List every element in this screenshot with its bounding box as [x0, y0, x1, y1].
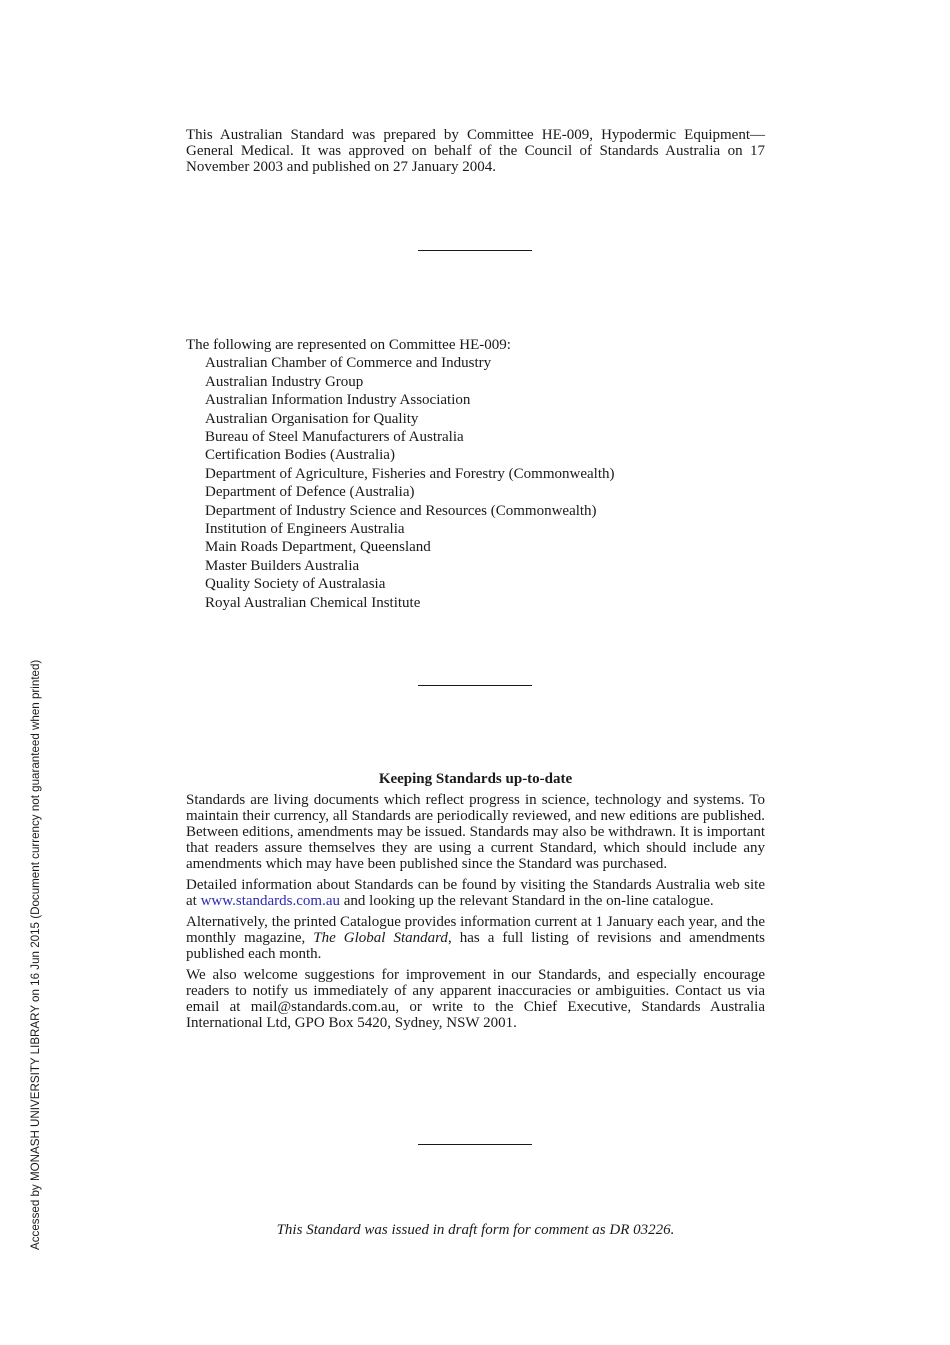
committee-member: Department of Agriculture, Fisheries and Forestry (Commonwealth) [205, 465, 615, 482]
committee-member: Bureau of Steel Manufacturers of Australia [205, 429, 464, 446]
committee-representation [186, 336, 765, 612]
separator-rule [418, 1144, 532, 1145]
paragraph-website-info [186, 877, 765, 909]
keeping-standards-section [186, 792, 765, 1036]
text-segment: Detailed information about Standards can be found by visiting the Standards Australia web site at [186, 877, 765, 909]
text-segment: Alternatively, the printed Catalogue provides information current at 1 January each year, and the monthly magazine, [186, 914, 765, 946]
committee-member: Australian Information Industry Association [205, 392, 471, 409]
magazine-title: The Global Standard [313, 930, 448, 946]
text-segment: and looking up the relevant Standard in the on-line catalogue. [340, 893, 714, 909]
committee-member: Main Roads Department, Queensland [205, 539, 431, 556]
approval-statement: This Australian Standard was prepared by Committee HE-009, Hypodermic Equipment—General Medical. It was approved on behalf of the Council of Standards Australia on 17 November 2003 and published on 27 January 2004. [186, 127, 765, 175]
committee-member: Department of Industry Science and Resources (Commonwealth) [205, 502, 597, 519]
committee-member: Certification Bodies (Australia) [205, 447, 395, 464]
committee-member-list [186, 354, 765, 612]
committee-member: Quality Society of Australasia [205, 576, 386, 593]
keeping-standards-heading: Keeping Standards up-to-date [378, 771, 573, 787]
standards-website-link[interactable]: www.standards.com.au [200, 893, 340, 909]
text-segment: , has a full listing of revisions and amendments published each month. [186, 930, 765, 962]
paragraph-catalogue [186, 914, 765, 962]
paragraph-contact: We also welcome suggestions for improvement in our Standards, and especially encourage readers to notify us immediately of any apparent inaccuracies or ambiguities. Contact us via email at mail@standards.com.au, or write to the Chief Executive, Standards Australia International Ltd, GPO Box 5420, Sydney, NSW 2001. [186, 967, 765, 1031]
draft-notice: This Standard was issued in draft form for comment as DR 03226. [276, 1222, 675, 1238]
committee-heading: The following are represented on Committee HE-009: [186, 337, 511, 353]
committee-member: Australian Organisation for Quality [205, 410, 419, 427]
committee-member: Master Builders Australia [205, 557, 360, 574]
separator-rule [418, 685, 532, 686]
paragraph-living-documents: Standards are living documents which reflect progress in science, technology and systems. To maintain their currency, all Standards are periodically reviewed, and new editions are published. Between editions, amendments may be issued. Standards may also be withdrawn. It is important that readers assure themselves they are using a current Standard, which should include any amendments which may have been published since the Standard was purchased. [186, 792, 765, 872]
committee-member: Institution of Engineers Australia [205, 521, 405, 538]
committee-member: Australian Industry Group [205, 373, 364, 390]
committee-member: Royal Australian Chemical Institute [205, 594, 421, 611]
access-watermark: Accessed by MONASH UNIVERSITY LIBRARY on 16 Jun 2015 (Document currency not guaranteed when printed) [29, 659, 42, 1250]
committee-member: Australian Chamber of Commerce and Industry [205, 355, 492, 372]
separator-rule [418, 250, 532, 251]
committee-member: Department of Defence (Australia) [205, 484, 415, 501]
